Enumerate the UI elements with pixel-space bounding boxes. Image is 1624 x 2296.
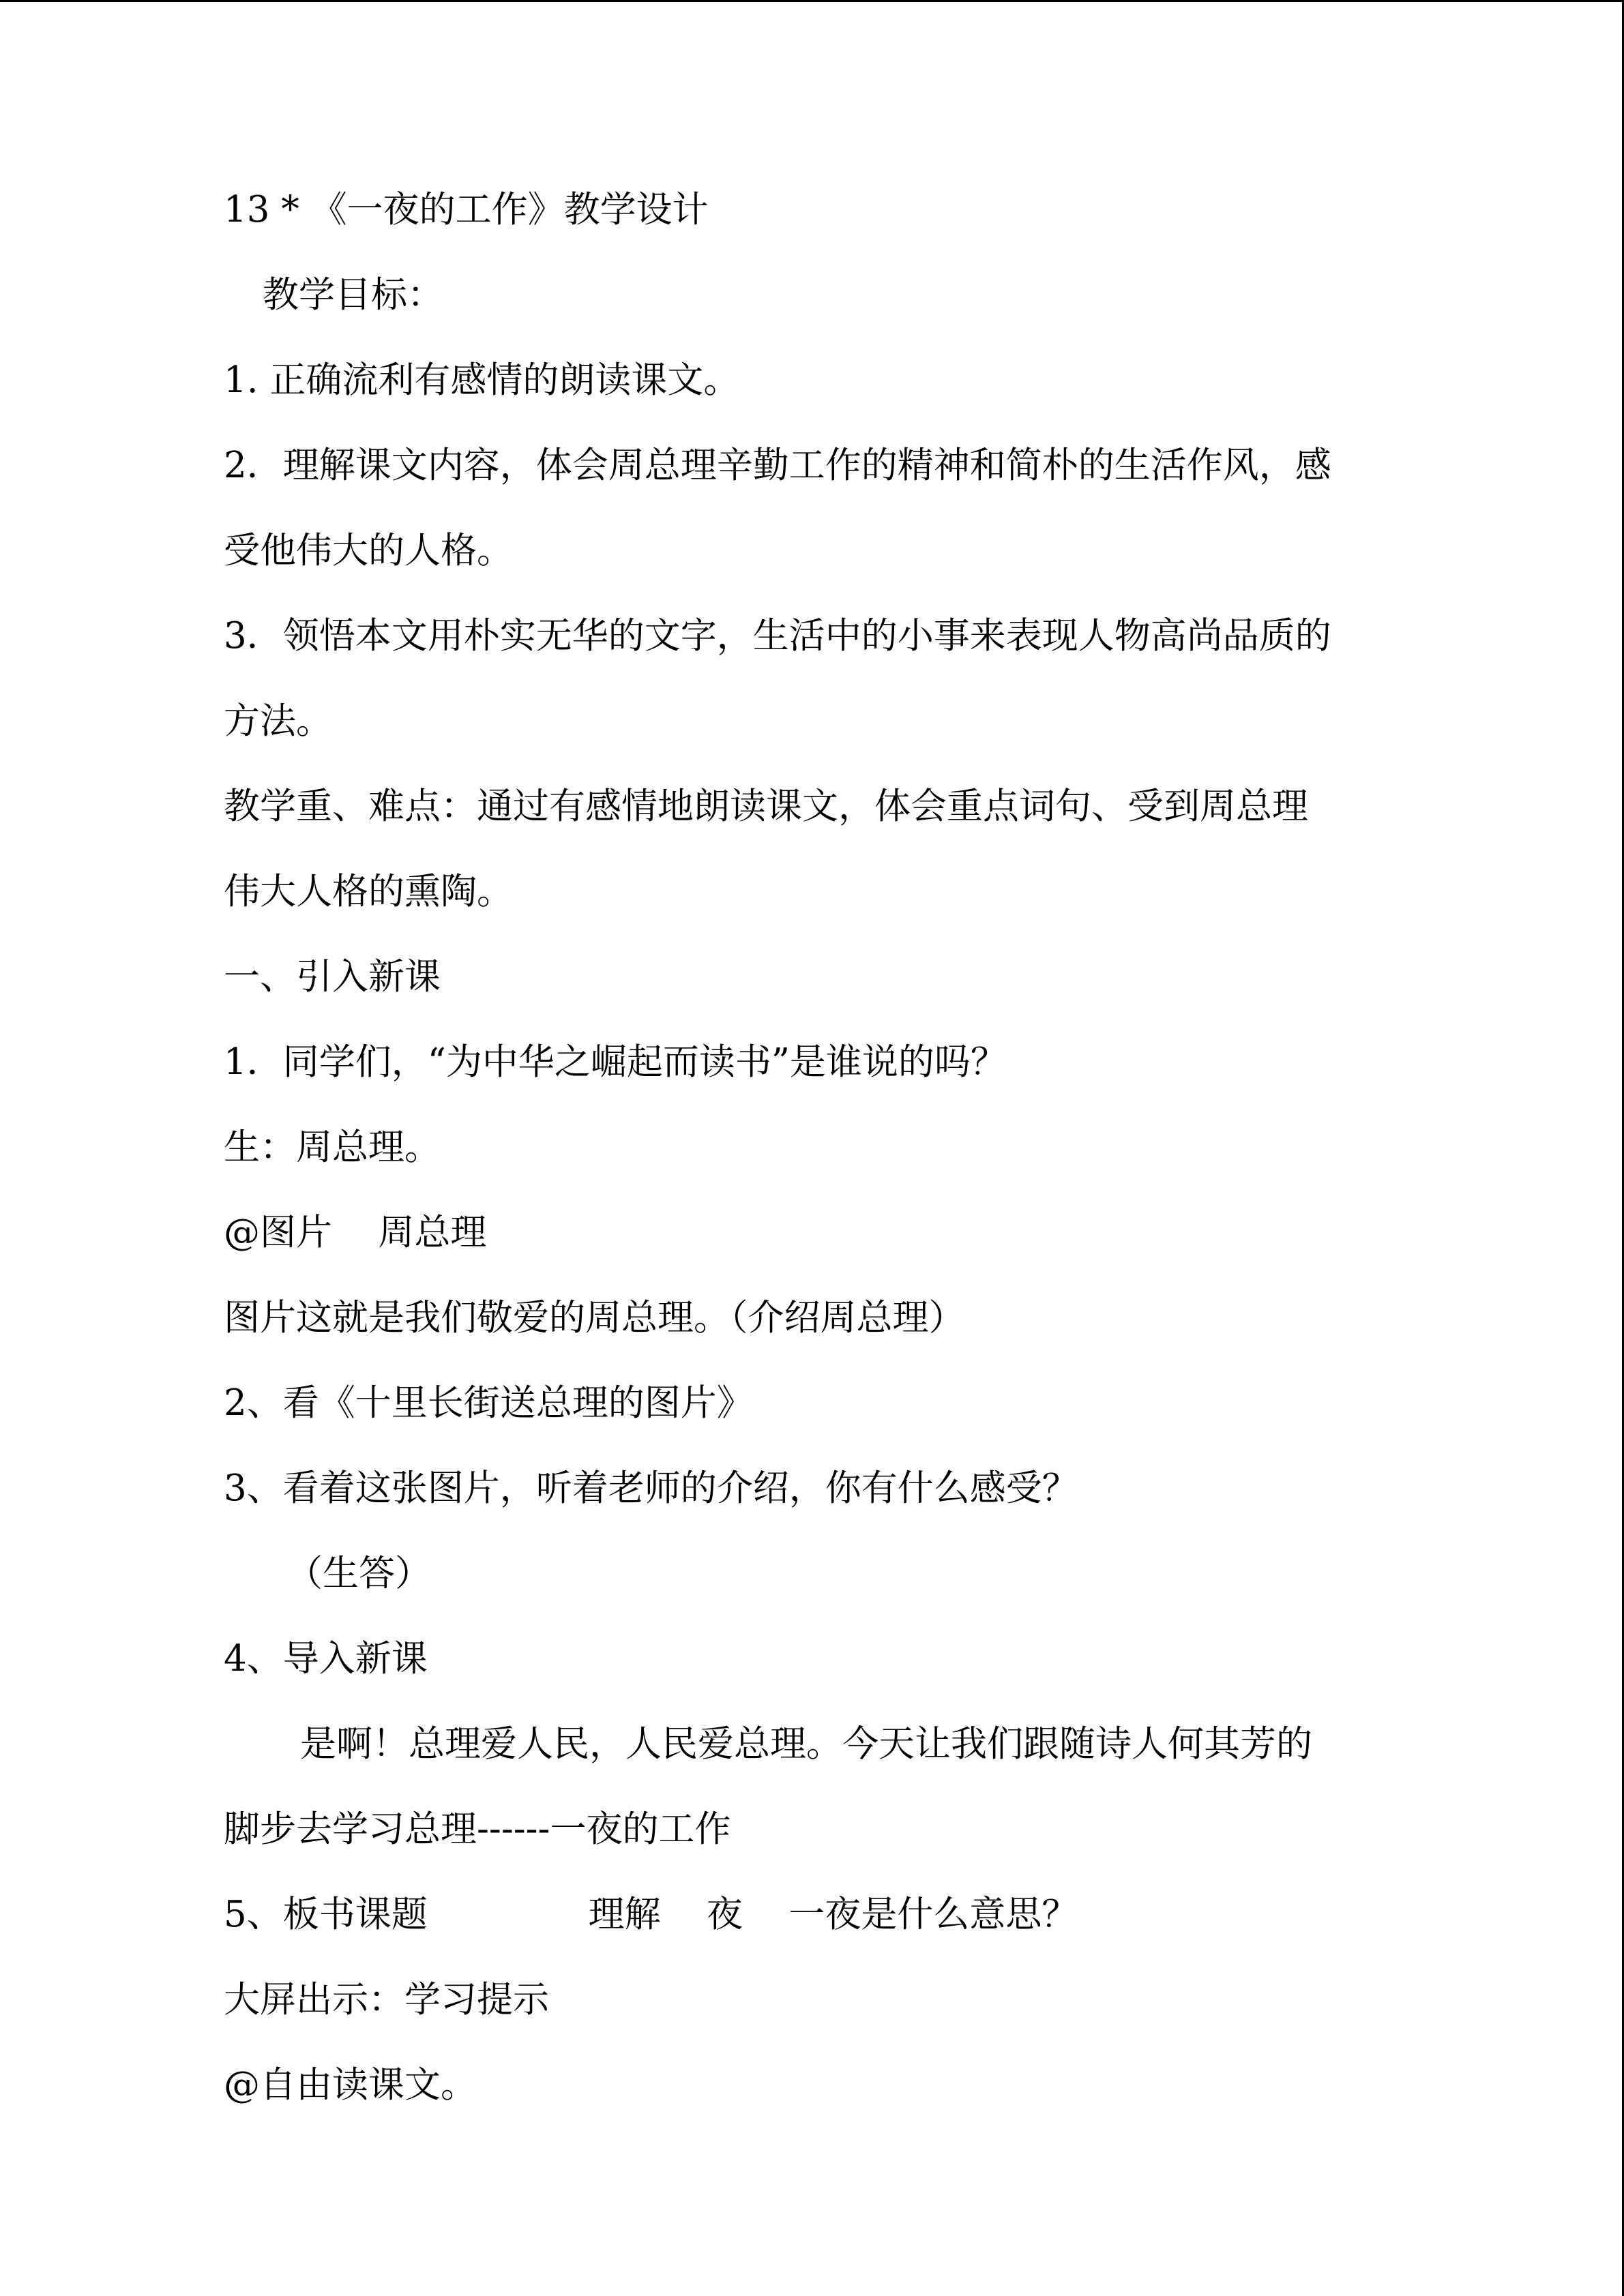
student-response-note: （生答） <box>286 1553 431 1594</box>
intro-paragraph-continued: 脚步去学习总理------一夜的工作 <box>224 1808 731 1850</box>
objective-item-3: 3．领悟本文用朴实无华的文字，生活中的小事来表现人物高尚品质的 <box>224 615 1331 657</box>
objective-item-1: 1. 正确流利有感情的朗读课文。 <box>224 359 740 401</box>
intro-step-2: 2、看《十里长街送总理的图片》 <box>224 1382 753 1424</box>
intro-paragraph: 是啊！总理爱人民，人民爱总理。今天让我们跟随诗人何其芳的 <box>300 1723 1312 1765</box>
objective-item-2: 2．理解课文内容，体会周总理辛勤工作的精神和简朴的生活作风，感 <box>224 445 1331 486</box>
reading-task: @自由读课文。 <box>224 2064 477 2106</box>
intro-step-3: 3、看着这张图片，听着老师的介绍，你有什么感受？ <box>224 1467 1078 1509</box>
section-heading-introduction: 一、引入新课 <box>224 956 441 998</box>
student-answer: 生：周总理。 <box>224 1127 441 1168</box>
screen-display-prompt: 大屏出示：学习提示 <box>224 1979 549 2021</box>
intro-step-5: 5、板书课题 理解 夜 一夜是什么意思？ <box>224 1894 1078 1935</box>
picture-description: 图片这就是我们敬爱的周总理。（介绍周总理） <box>224 1297 965 1339</box>
key-difficulties-continued: 伟大人格的熏陶。 <box>224 871 513 912</box>
intro-step-1: 1．同学们，“为中华之崛起而读书”是谁说的吗？ <box>224 1041 1007 1083</box>
objective-item-3-continued: 方法。 <box>224 700 332 742</box>
document-title: 13 * 《一夜的工作》教学设计 <box>224 189 709 230</box>
picture-note: @图片 周总理 <box>224 1212 487 1253</box>
section-heading-objectives: 教学目标： <box>263 274 443 316</box>
objective-item-2-continued: 受他伟大的人格。 <box>224 530 513 571</box>
intro-step-4: 4、导入新课 <box>224 1638 428 1680</box>
key-difficulties: 教学重、难点：通过有感情地朗读课文，体会重点词句、受到周总理 <box>224 786 1308 827</box>
